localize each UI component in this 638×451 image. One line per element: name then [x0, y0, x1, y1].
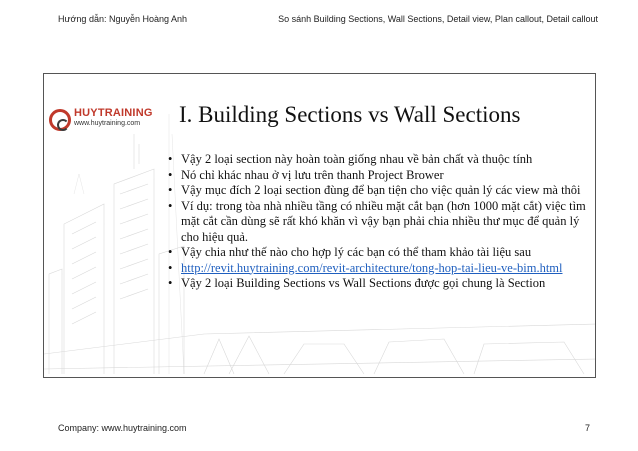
header-topic: So sánh Building Sections, Wall Sections, Detail view, Plan callout, Detail callout: [278, 14, 598, 24]
bullet-item: • Vậy 2 loại Building Sections vs Wall Sections được gọi chung là Section: [168, 276, 588, 292]
bullet-item: • Ví dụ: trong tòa nhà nhiều tầng có nhiều mặt cắt bạn (hơn 1000 mặt cắt) việc tìm mặt cắt cần dùng sẽ rất khó khăn vì vậy bạn phải chia nhiều thư mục để quản lý cho hiệu quả.: [168, 199, 588, 246]
bullet-item: [168, 261, 588, 277]
slide-frame: [43, 73, 596, 378]
page-number: 7: [584, 423, 590, 433]
logo-emblem-icon: [49, 109, 71, 131]
bullet-list: [168, 152, 588, 292]
bullet-item: • Vậy mục đích 2 loại section đùng để bạn tiện cho việc quản lý các view mà thôi: [168, 183, 588, 199]
footer-company: Company: www.huytraining.com: [58, 423, 187, 433]
huytraining-logo: [49, 107, 161, 137]
bullet-item: • Vậy 2 loại section này hoàn toàn giống nhau về bản chất và thuộc tính: [168, 152, 588, 168]
logo-url: www.huytraining.com: [74, 120, 141, 127]
page-header: [58, 14, 598, 30]
slide-title: I. Building Sections vs Wall Sections: [179, 102, 521, 127]
reference-link[interactable]: http://revit.huytraining.com/revit-architecture/tong-hop-tai-lieu-ve-bim.html: [181, 260, 563, 275]
header-author: Hướng dẫn: Nguyễn Hoàng Anh: [58, 14, 188, 24]
logo-name: HUYTRAINING: [74, 107, 153, 119]
page-footer: [58, 423, 590, 437]
bullet-item: • Vậy chia như thế nào cho hợp lý các bạn có thể tham khảo tài liệu sau: [168, 245, 588, 261]
bullet-item: • Nó chỉ khác nhau ở vị lưu trên thanh Project Brower: [168, 168, 588, 184]
